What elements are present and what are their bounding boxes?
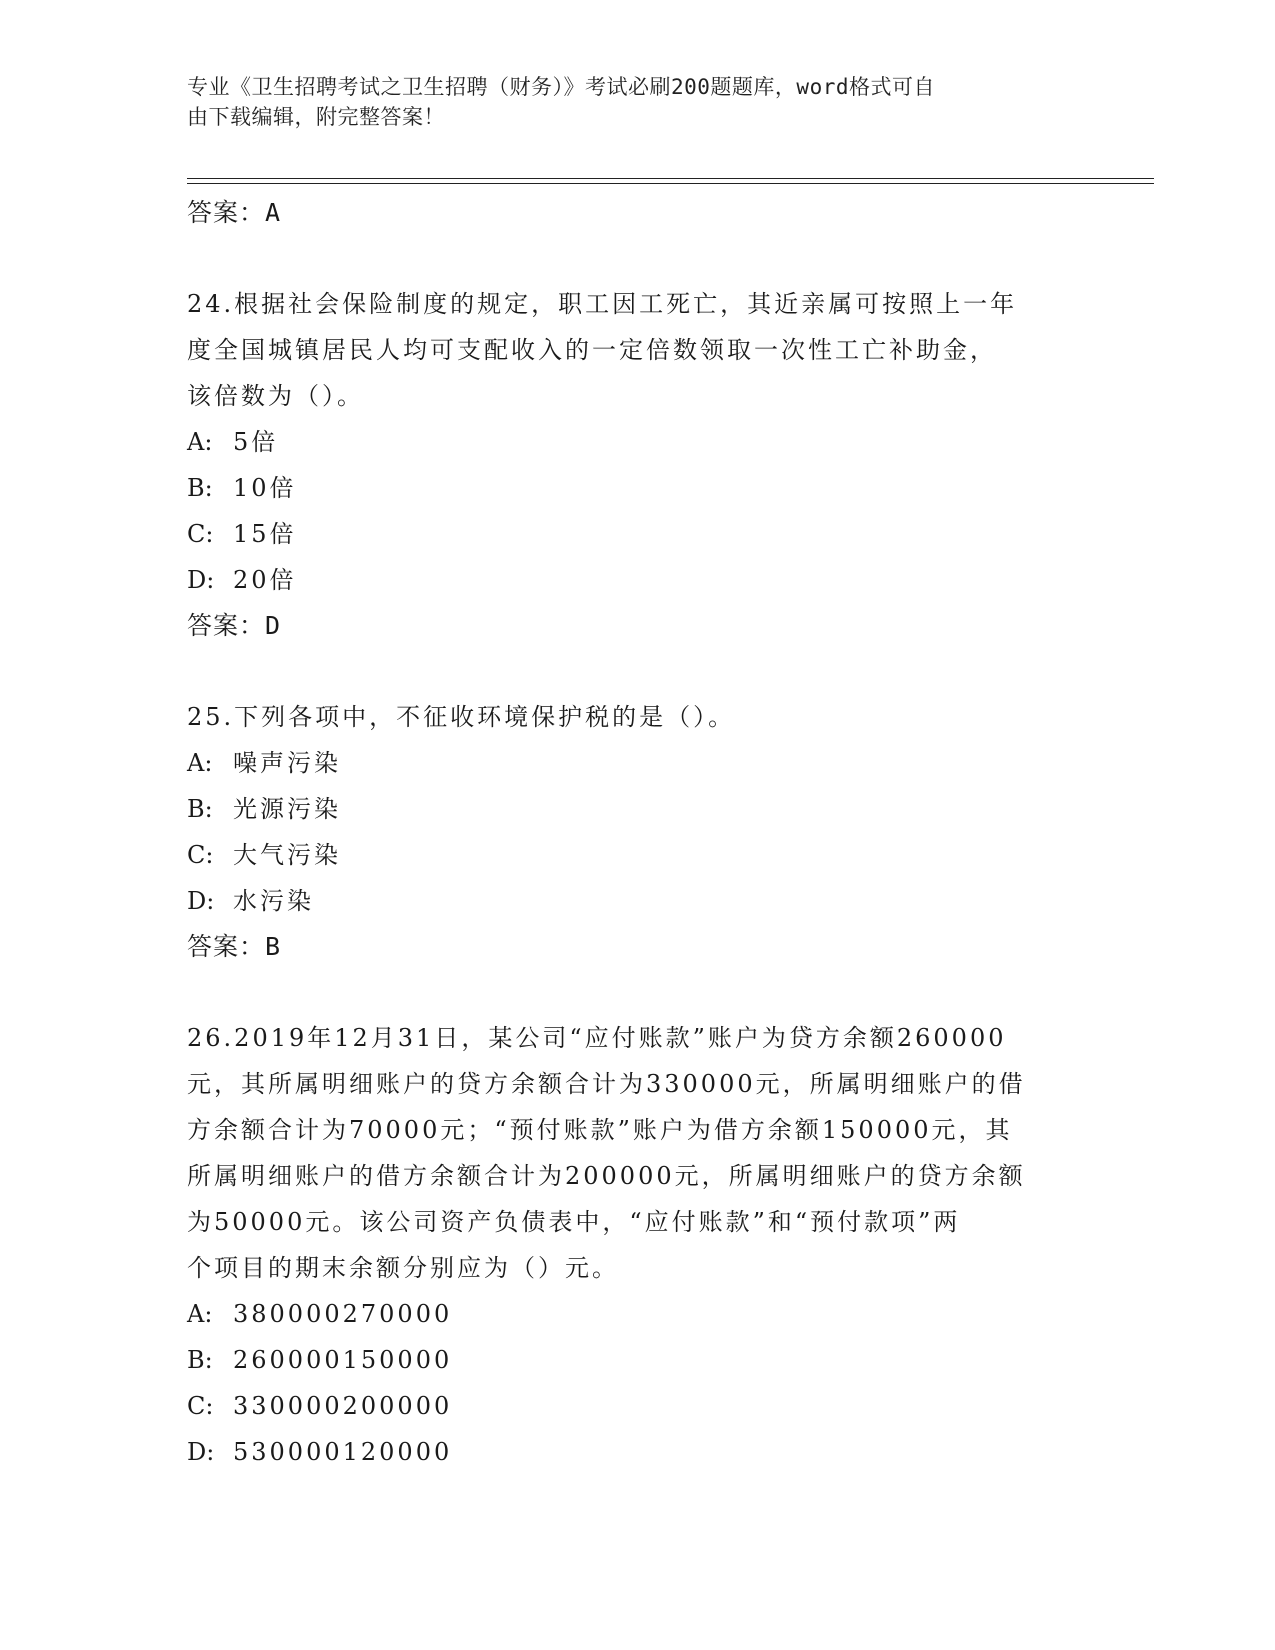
option-text: 260000150000: [233, 1346, 453, 1374]
question-text-line: 个项目的期末余额分别应为（）元。: [187, 1254, 619, 1282]
option-label: D:: [187, 566, 215, 594]
option-text: 水污染: [233, 887, 314, 915]
option-label: C:: [187, 520, 214, 548]
header-line-2: 由下载编辑，附完整答案！: [187, 105, 445, 129]
option-label: D:: [187, 887, 215, 915]
option-label: A:: [187, 428, 213, 456]
question-text-line: 为50000元。该公司资产负债表中，“应付账款”和“预付款项”两: [187, 1208, 961, 1236]
question-text-line: 26.2019年12月31日，某公司“应付账款”账户为贷方余额260000: [187, 1024, 1007, 1052]
option-label: D:: [187, 1438, 215, 1466]
document-body: [187, 190, 1087, 1475]
option-text: 330000200000: [233, 1392, 453, 1420]
option-a: [187, 740, 1087, 786]
question-text-line: 该倍数为（）。: [187, 382, 364, 410]
option-a: [187, 1291, 1087, 1337]
option-label: B:: [187, 474, 213, 502]
question-block: [187, 1015, 1087, 1475]
question-block: [187, 281, 1087, 649]
option-d: [187, 1429, 1087, 1475]
question-text-line: 元，其所属明细账户的贷方余额合计为330000元，所属明细账户的借: [187, 1070, 1026, 1098]
answer-line: 答案：B: [187, 932, 282, 961]
question-text-line: 25.下列各项中，不征收环境保护税的是（）。: [187, 703, 736, 731]
answer-line: 答案：D: [187, 611, 282, 640]
header-line-1: 专业《卫生招聘考试之卫生招聘（财务）》考试必刷200题题库，word格式可自: [187, 75, 935, 99]
option-text: 10倍: [233, 474, 297, 502]
option-label: C:: [187, 1392, 214, 1420]
spacer: [187, 970, 1087, 1015]
question-text-line: 所属明细账户的借方余额合计为200000元，所属明细账户的贷方余额: [187, 1162, 1026, 1190]
question-text-line: 24.根据社会保险制度的规定，职工因工死亡，其近亲属可按照上一年: [187, 290, 1018, 318]
option-label: B:: [187, 1346, 213, 1374]
option-label: C:: [187, 841, 214, 869]
option-label: A:: [187, 749, 213, 777]
option-a: [187, 419, 1087, 465]
option-text: 20倍: [233, 566, 297, 594]
question-text-line: 度全国城镇居民人均可支配收入的一定倍数领取一次性工亡补助金，: [187, 336, 997, 364]
option-text: 530000120000: [233, 1438, 453, 1466]
spacer: [187, 236, 1087, 281]
option-text: 5倍: [233, 428, 279, 456]
option-text: 15倍: [233, 520, 297, 548]
option-b: [187, 465, 1087, 511]
question-text-line: 方余额合计为70000元；“预付账款”账户为借方余额150000元，其: [187, 1116, 1013, 1144]
document-header: [187, 72, 1067, 132]
spacer: [187, 649, 1087, 694]
option-b: [187, 786, 1087, 832]
option-text: 380000270000: [233, 1300, 453, 1328]
option-d: [187, 557, 1087, 603]
answer-line: 答案：A: [187, 198, 282, 227]
option-text: 大气污染: [233, 841, 341, 869]
option-label: A:: [187, 1300, 213, 1328]
option-c: [187, 1383, 1087, 1429]
option-c: [187, 511, 1087, 557]
question-block: [187, 694, 1087, 970]
option-c: [187, 832, 1087, 878]
option-text: 噪声污染: [233, 749, 341, 777]
option-text: 光源污染: [233, 795, 341, 823]
option-label: B:: [187, 795, 213, 823]
option-b: [187, 1337, 1087, 1383]
header-divider-top: [187, 178, 1154, 179]
header-divider-bottom: [187, 183, 1154, 184]
option-d: [187, 878, 1087, 924]
